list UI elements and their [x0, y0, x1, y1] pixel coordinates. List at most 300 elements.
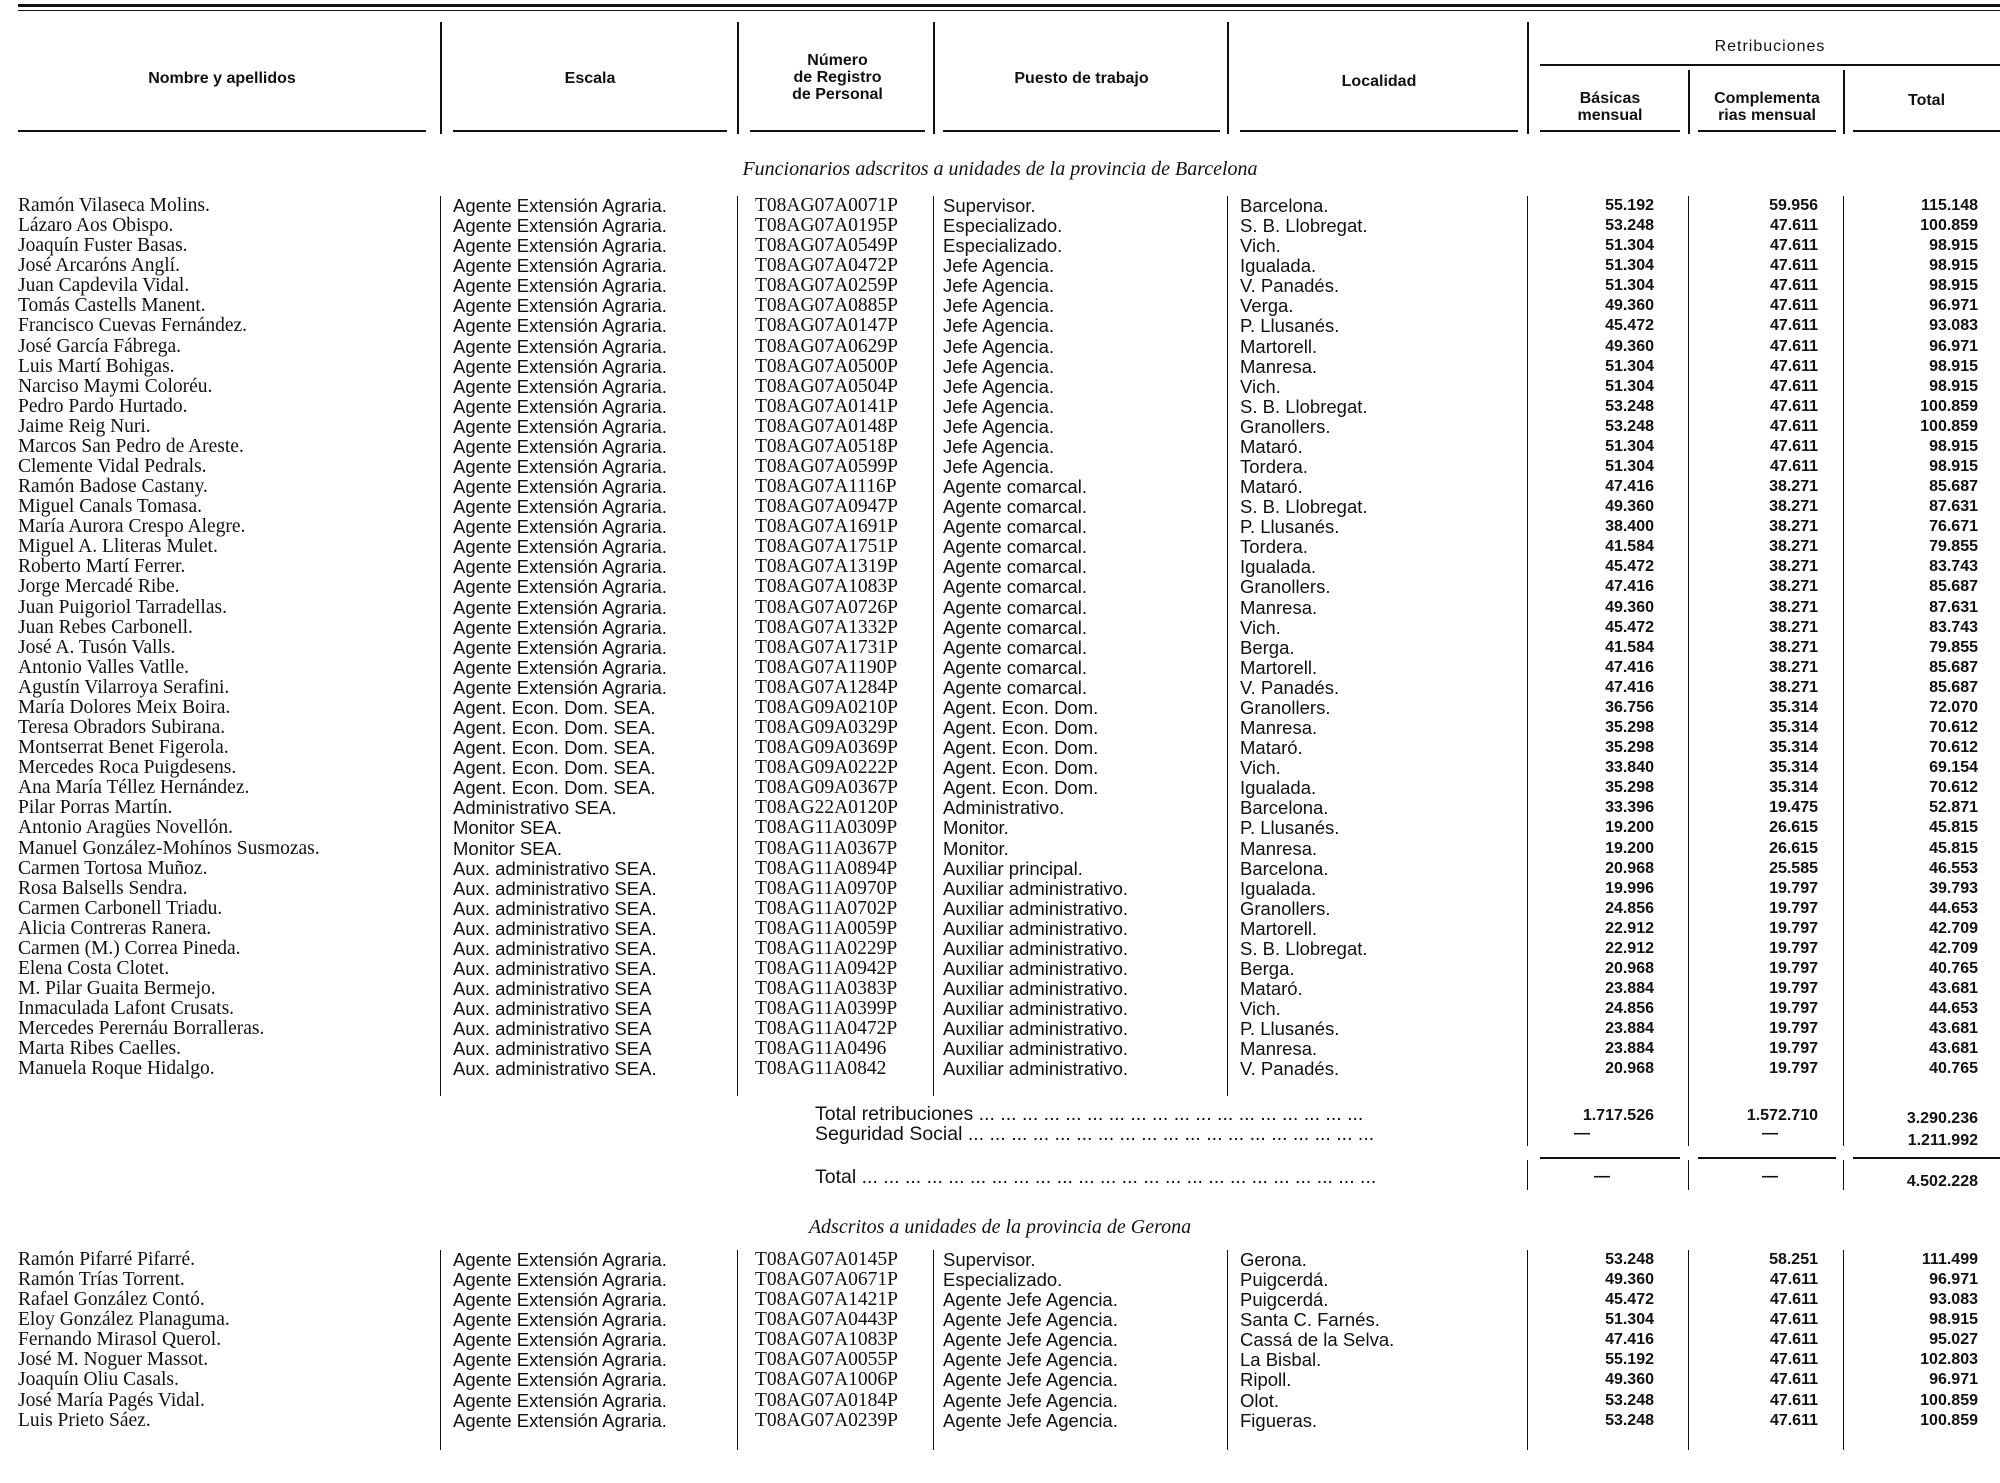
table-row [0, 899, 2000, 919]
cell-escala: Agent. Econ. Dom. SEA. [453, 717, 656, 739]
header-bottom-rule [750, 130, 925, 132]
cell-numero-registro: T08AG07A1691P [755, 516, 899, 538]
header-total: Total [1907, 92, 1946, 109]
cell-total: 72.070 [1929, 698, 1978, 716]
cell-puesto: Jefe Agencia. [943, 456, 1055, 478]
table-row [0, 1039, 2000, 1059]
cell-numero-registro: T08AG11A0702P [755, 897, 898, 919]
cell-total: 93.083 [1929, 1291, 1978, 1309]
cell-nombre: Joaquín Oliu Casals. [18, 1369, 179, 1391]
cell-complementarias: 47.611 [1769, 1311, 1818, 1329]
table-row [0, 216, 2000, 236]
cell-localidad: Barcelona. [1240, 857, 1329, 879]
cell-complementarias: 19.475 [1769, 799, 1818, 817]
cell-basicas: 20.968 [1605, 1060, 1654, 1078]
table-row [0, 497, 2000, 517]
cell-escala: Aux. administrativo SEA. [453, 937, 657, 959]
cell-nombre: Jorge Mercadé Ribe. [18, 576, 180, 598]
cell-escala: Monitor SEA. [453, 837, 562, 859]
cell-total: 98.915 [1929, 237, 1978, 255]
cell-nombre: José A. Tusón Valls. [18, 636, 176, 658]
total-retribuciones-complementarias: 1.572.710 [1746, 1107, 1818, 1124]
header-complementarias-line: Complementa [1714, 90, 1820, 107]
cell-puesto: Agente Jefe Agencia. [943, 1369, 1118, 1391]
cell-escala: Agente Extensión Agraria. [453, 616, 667, 638]
cell-complementarias: 26.615 [1769, 819, 1818, 837]
header-numero [750, 52, 925, 103]
cell-escala: Agente Extensión Agraria. [453, 335, 667, 357]
cell-complementarias: 47.611 [1769, 1391, 1818, 1409]
cell-complementarias: 19.797 [1769, 1020, 1818, 1038]
table-row [0, 678, 2000, 698]
cell-puesto: Agente Jefe Agencia. [943, 1329, 1118, 1351]
cell-total: 96.971 [1929, 1371, 1978, 1389]
cell-total: 115.148 [1921, 197, 1978, 214]
cell-escala: Aux. administrativo SEA. [453, 877, 657, 899]
cell-complementarias: 47.611 [1769, 297, 1818, 315]
cell-localidad: P. Llusanés. [1240, 516, 1340, 538]
cell-escala: Agente Extensión Agraria. [453, 676, 667, 698]
table-row [0, 577, 2000, 597]
cell-escala: Agente Extensión Agraria. [453, 195, 667, 216]
cell-complementarias: 47.611 [1769, 1331, 1818, 1349]
table-row [0, 1059, 2000, 1079]
cell-localidad: Granollers. [1240, 415, 1331, 437]
cell-basicas: 20.968 [1605, 859, 1654, 877]
cell-basicas: 24.856 [1605, 899, 1654, 917]
cell-nombre: Ana María Téllez Hernández. [18, 777, 250, 799]
cell-escala: Agente Extensión Agraria. [453, 275, 667, 297]
cell-escala: Agente Extensión Agraria. [453, 636, 667, 658]
cell-complementarias: 47.611 [1769, 217, 1818, 235]
retribuciones-underline [1540, 64, 2000, 66]
cell-basicas: 47.416 [1605, 578, 1654, 596]
cell-escala: Agente Extensión Agraria. [453, 656, 667, 678]
cell-complementarias: 38.271 [1769, 598, 1818, 616]
table-row [0, 537, 2000, 557]
cell-complementarias: 59.956 [1769, 197, 1818, 214]
table-row [0, 1370, 2000, 1390]
table-row [0, 557, 2000, 577]
cell-basicas: 41.584 [1605, 638, 1654, 656]
seguridad-social-total: 1.211.992 [1907, 1132, 1978, 1149]
cell-puesto: Agente comarcal. [943, 616, 1087, 638]
header-bottom-rule [1853, 130, 2000, 132]
cell-puesto: Agente comarcal. [943, 636, 1087, 658]
cell-escala: Aux. administrativo SEA. [453, 1058, 657, 1080]
total-basicas: — [1594, 1168, 1610, 1185]
cell-basicas: 19.200 [1605, 839, 1654, 857]
table-row [0, 377, 2000, 397]
table-row [0, 778, 2000, 798]
cell-puesto: Jefe Agencia. [943, 435, 1055, 457]
cell-total: 43.681 [1929, 980, 1978, 998]
cell-localidad: S. B. Llobregat. [1240, 937, 1368, 959]
cell-total: 42.709 [1929, 939, 1978, 957]
cell-basicas: 20.968 [1605, 959, 1654, 977]
cell-puesto: Auxiliar administrativo. [943, 957, 1129, 979]
seguridad-social-complementarias: — [1762, 1125, 1778, 1142]
cell-total: 100.859 [1920, 417, 1978, 435]
cell-localidad: V. Panadés. [1240, 676, 1340, 698]
cell-numero-registro: T08AG07A0629P [755, 335, 899, 357]
cell-puesto: Agente Jefe Agencia. [943, 1389, 1118, 1411]
table-row [0, 638, 2000, 658]
cell-complementarias: 38.271 [1769, 478, 1818, 496]
cell-basicas: 51.304 [1605, 357, 1654, 375]
cell-escala: Aux. administrativo SEA. [453, 857, 657, 879]
cell-complementarias: 47.611 [1769, 1271, 1818, 1289]
cell-numero-registro: T08AG07A0195P [755, 215, 899, 237]
cell-numero-registro: T08AG07A0141P [755, 395, 899, 417]
table-row [0, 738, 2000, 758]
cell-basicas: 33.840 [1605, 759, 1654, 777]
cell-nombre: Ramón Trías Torrent. [18, 1269, 185, 1291]
cell-localidad: Cassá de la Selva. [1240, 1329, 1395, 1351]
cell-total: 102.803 [1920, 1351, 1978, 1369]
cell-localidad: Berga. [1240, 636, 1295, 658]
table-row [0, 357, 2000, 377]
cell-numero-registro: T08AG11A0942P [755, 957, 898, 979]
cell-total: 100.859 [1920, 217, 1978, 235]
cell-total: 100.859 [1920, 1391, 1978, 1409]
cell-numero-registro: T08AG07A1751P [755, 536, 899, 558]
cell-numero-registro: T08AG07A0518P [755, 435, 899, 457]
cell-numero-registro: T08AG09A0222P [755, 757, 899, 779]
header-nombre: Nombre y apellidos [148, 70, 296, 87]
table-row [0, 839, 2000, 859]
cell-basicas: 49.360 [1605, 498, 1654, 516]
cell-numero-registro: T08AG07A0443P [755, 1309, 899, 1331]
cell-puesto: Administrativo. [943, 797, 1065, 819]
cell-localidad: Figueras. [1240, 1409, 1318, 1431]
cell-nombre: Marcos San Pedro de Areste. [18, 435, 244, 457]
cell-complementarias: 47.611 [1769, 1371, 1818, 1389]
seguridad-social-basicas: — [1574, 1125, 1590, 1142]
cell-localidad: Tordera. [1240, 456, 1308, 478]
cell-puesto: Supervisor. [943, 195, 1036, 216]
cell-localidad: Puigcerdá. [1240, 1289, 1329, 1311]
cell-nombre: María Dolores Meix Boira. [18, 696, 231, 718]
cell-basicas: 55.192 [1605, 197, 1654, 214]
cell-nombre: M. Pilar Guaita Bermejo. [18, 978, 216, 1000]
cell-escala: Agente Extensión Agraria. [453, 456, 667, 478]
cell-nombre: Juan Puigoriol Tarradellas. [18, 596, 227, 618]
cell-escala: Agente Extensión Agraria. [453, 375, 667, 397]
cell-basicas: 19.996 [1605, 879, 1654, 897]
cell-basicas: 53.248 [1605, 417, 1654, 435]
cell-basicas: 47.416 [1605, 678, 1654, 696]
cell-numero-registro: T08AG11A0229P [755, 937, 898, 959]
cell-escala: Aux. administrativo SEA [453, 1018, 652, 1040]
cell-numero-registro: T08AG11A0367P [755, 837, 898, 859]
cell-escala: Agent. Econ. Dom. SEA. [453, 757, 656, 779]
cell-basicas: 23.884 [1605, 980, 1654, 998]
cell-total: 40.765 [1929, 1060, 1978, 1078]
cell-total: 44.653 [1929, 899, 1978, 917]
table-row [0, 859, 2000, 879]
cell-complementarias: 35.314 [1769, 698, 1818, 716]
cell-puesto: Jefe Agencia. [943, 315, 1055, 337]
cell-numero-registro: T08AG11A0894P [755, 857, 898, 879]
cell-numero-registro: T08AG07A1116P [755, 476, 897, 498]
cell-complementarias: 38.271 [1769, 638, 1818, 656]
cell-total: 44.653 [1929, 1000, 1978, 1018]
cell-puesto: Monitor. [943, 837, 1009, 859]
cell-escala: Agente Extensión Agraria. [453, 576, 667, 598]
cell-numero-registro: T08AG07A0071P [755, 195, 899, 216]
cell-localidad: Mataró. [1240, 978, 1303, 1000]
cell-puesto: Auxiliar administrativo. [943, 897, 1129, 919]
cell-total: 42.709 [1929, 919, 1978, 937]
cell-escala: Agente Extensión Agraria. [453, 556, 667, 578]
top-rule-thin [18, 10, 2000, 11]
cell-basicas: 49.360 [1605, 598, 1654, 616]
table-row [0, 798, 2000, 818]
cell-numero-registro: T08AG07A1083P [755, 1329, 899, 1351]
cell-complementarias: 38.271 [1769, 498, 1818, 516]
cell-total: 69.154 [1929, 759, 1978, 777]
cell-nombre: José Arcaróns Anglí. [18, 255, 180, 277]
table-row [0, 919, 2000, 939]
cell-puesto: Agent. Econ. Dom. [943, 737, 1099, 759]
cell-basicas: 23.884 [1605, 1040, 1654, 1058]
section-title-gerona: Adscritos a unidades de la provincia de Gerona [808, 1216, 1192, 1238]
cell-complementarias: 19.797 [1769, 959, 1818, 977]
cell-numero-registro: T08AG11A0399P [755, 998, 898, 1020]
cell-total: 76.671 [1929, 518, 1978, 536]
cell-basicas: 45.472 [1605, 317, 1654, 335]
cell-basicas: 51.304 [1605, 237, 1654, 255]
cell-numero-registro: T08AG07A1083P [755, 576, 899, 598]
cell-numero-registro: T08AG07A0549P [755, 235, 899, 257]
cell-nombre: María Aurora Crespo Alegre. [18, 516, 246, 538]
cell-localidad: Manresa. [1240, 837, 1318, 859]
cell-localidad: Vich. [1240, 616, 1281, 638]
cell-localidad: V. Panadés. [1240, 1058, 1340, 1080]
cell-puesto: Agente comarcal. [943, 656, 1087, 678]
cell-total: 95.027 [1929, 1331, 1978, 1349]
cell-total: 79.855 [1929, 538, 1978, 556]
header-bottom-rule [1540, 130, 1680, 132]
cell-basicas: 23.884 [1605, 1020, 1654, 1038]
cell-total: 39.793 [1929, 879, 1978, 897]
top-rule [18, 4, 2000, 7]
cell-numero-registro: T08AG07A0147P [755, 315, 899, 337]
cell-numero-registro: T08AG07A1006P [755, 1369, 899, 1391]
cell-total: 98.915 [1929, 257, 1978, 275]
cell-nombre: Luis Prieto Sáez. [18, 1409, 151, 1431]
table-row [0, 316, 2000, 336]
cell-total: 96.971 [1929, 337, 1978, 355]
cell-total: 83.743 [1929, 618, 1978, 636]
cell-localidad: Igualada. [1240, 777, 1317, 799]
cell-numero-registro: T08AG09A0369P [755, 737, 899, 759]
cell-escala: Agente Extensión Agraria. [453, 355, 667, 377]
cell-total: 98.915 [1929, 458, 1978, 476]
cell-puesto: Especializado. [943, 215, 1063, 237]
cell-nombre: Juan Rebes Carbonell. [18, 616, 193, 638]
cell-localidad: Martorell. [1240, 656, 1318, 678]
cell-complementarias: 35.314 [1769, 759, 1818, 777]
cell-puesto: Agente comarcal. [943, 476, 1087, 498]
cell-localidad: P. Llusanés. [1240, 1018, 1340, 1040]
cell-nombre: Miguel Canals Tomasa. [18, 496, 203, 518]
cell-numero-registro: T08AG07A0472P [755, 255, 899, 277]
cell-nombre: Juan Capdevila Vidal. [18, 275, 190, 297]
table-row [0, 337, 2000, 357]
cell-puesto: Jefe Agencia. [943, 255, 1055, 277]
gerona-table [0, 1250, 2000, 1431]
cell-localidad: Granollers. [1240, 696, 1331, 718]
cell-complementarias: 19.797 [1769, 1060, 1818, 1078]
cell-puesto: Jefe Agencia. [943, 275, 1055, 297]
cell-escala: Aux. administrativo SEA. [453, 917, 657, 939]
cell-localidad: Gerona. [1240, 1249, 1307, 1270]
cell-complementarias: 38.271 [1769, 578, 1818, 596]
cell-total: 111.499 [1921, 1251, 1978, 1268]
header-divider [440, 22, 442, 134]
cell-escala: Aux. administrativo SEA [453, 978, 652, 1000]
section-title-barcelona: Funcionarios adscritos a unidades de la provincia de Barcelona [742, 158, 1258, 180]
table-row [0, 397, 2000, 417]
table-row [0, 1290, 2000, 1310]
cell-localidad: Barcelona. [1240, 797, 1329, 819]
cell-puesto: Agente comarcal. [943, 536, 1087, 558]
cell-localidad: Ripoll. [1240, 1369, 1292, 1391]
cell-escala: Agente Extensión Agraria. [453, 235, 667, 257]
cell-puesto: Agente Jefe Agencia. [943, 1349, 1118, 1371]
cell-complementarias: 47.611 [1769, 277, 1818, 295]
total-label: Total ... ... ... ... ... ... ... ... ... ... ... ... ... ... ... ... ... ... ... ... ... ... ... ... [815, 1166, 1377, 1188]
table-row [0, 939, 2000, 959]
cell-nombre: Miguel A. Lliteras Mulet. [18, 536, 218, 558]
cell-basicas: 19.200 [1605, 819, 1654, 837]
table-row [0, 236, 2000, 256]
totals-rule [1853, 1157, 2000, 1159]
cell-nombre: Agustín Vilarroya Serafini. [18, 676, 230, 698]
table-row [0, 818, 2000, 838]
table-row [0, 1391, 2000, 1411]
cell-numero-registro: T08AG07A0259P [755, 275, 899, 297]
cell-nombre: José María Pagés Vidal. [18, 1389, 205, 1411]
cell-puesto: Agente comarcal. [943, 556, 1087, 578]
cell-nombre: José García Fábrega. [18, 335, 181, 357]
cell-nombre: Narciso Maymi Coloréu. [18, 375, 213, 397]
cell-numero-registro: T08AG07A0671P [755, 1269, 899, 1291]
cell-localidad: S. B. Llobregat. [1240, 215, 1368, 237]
cell-escala: Monitor SEA. [453, 817, 562, 839]
header-divider [1843, 70, 1845, 134]
cell-escala: Agent. Econ. Dom. SEA. [453, 777, 656, 799]
cell-complementarias: 58.251 [1769, 1251, 1818, 1268]
cell-complementarias: 19.797 [1769, 1000, 1818, 1018]
header-divider [1227, 22, 1229, 134]
cell-nombre: Marta Ribes Caelles. [18, 1038, 181, 1060]
cell-escala: Agente Extensión Agraria. [453, 536, 667, 558]
cell-total: 87.631 [1929, 498, 1978, 516]
cell-complementarias: 38.271 [1769, 518, 1818, 536]
cell-basicas: 36.756 [1605, 698, 1654, 716]
cell-escala: Agente Extensión Agraria. [453, 496, 667, 518]
cell-puesto: Agente comarcal. [943, 496, 1087, 518]
cell-escala: Agente Extensión Agraria. [453, 1329, 667, 1351]
cell-puesto: Auxiliar principal. [943, 857, 1083, 879]
header-localidad: Localidad [1341, 73, 1417, 90]
total-complementarias: — [1762, 1168, 1778, 1185]
cell-localidad: Manresa. [1240, 596, 1318, 618]
cell-total: 98.915 [1929, 437, 1978, 455]
cell-nombre: Teresa Obradors Subirana. [18, 717, 226, 739]
header-basicas-line: Básicas [1579, 90, 1641, 107]
cell-numero-registro: T08AG07A0885P [755, 295, 899, 317]
header-puesto: Puesto de trabajo [1014, 70, 1149, 87]
table-row [0, 517, 2000, 537]
cell-basicas: 22.912 [1605, 919, 1654, 937]
table-row [0, 1019, 2000, 1039]
cell-puesto: Especializado. [943, 235, 1063, 257]
table-row [0, 296, 2000, 316]
cell-puesto: Auxiliar administrativo. [943, 877, 1129, 899]
cell-total: 93.083 [1929, 317, 1978, 335]
cell-nombre: Elena Costa Clotet. [18, 957, 170, 979]
cell-escala: Agente Extensión Agraria. [453, 415, 667, 437]
cell-numero-registro: T08AG07A1319P [755, 556, 899, 578]
cell-complementarias: 47.611 [1769, 377, 1818, 395]
table-row [0, 1330, 2000, 1350]
cell-total: 85.687 [1929, 478, 1978, 496]
cell-puesto: Agente Jefe Agencia. [943, 1409, 1118, 1431]
cell-puesto: Jefe Agencia. [943, 355, 1055, 377]
cell-total: 87.631 [1929, 598, 1978, 616]
cell-basicas: 49.360 [1605, 1371, 1654, 1389]
cell-puesto: Jefe Agencia. [943, 375, 1055, 397]
cell-complementarias: 47.611 [1769, 257, 1818, 275]
cell-total: 96.971 [1929, 297, 1978, 315]
cell-escala: Agent. Econ. Dom. SEA. [453, 737, 656, 759]
cell-numero-registro: T08AG22A0120P [755, 797, 899, 819]
table-row [0, 999, 2000, 1019]
cell-localidad: Manresa. [1240, 1038, 1318, 1060]
cell-localidad: Vich. [1240, 375, 1281, 397]
table-row [0, 1270, 2000, 1290]
cell-localidad: Berga. [1240, 957, 1295, 979]
cell-numero-registro: T08AG07A1284P [755, 676, 899, 698]
total-retribuciones-total: 3.290.236 [1906, 1110, 1978, 1127]
cell-localidad: Tordera. [1240, 536, 1308, 558]
cell-total: 70.612 [1929, 779, 1978, 797]
cell-numero-registro: T08AG07A0726P [755, 596, 899, 618]
barcelona-table [0, 196, 2000, 1079]
cell-complementarias: 35.314 [1769, 739, 1818, 757]
cell-nombre: Manuel González-Mohínos Susmozas. [18, 837, 320, 859]
cell-basicas: 45.472 [1605, 558, 1654, 576]
cell-total: 85.687 [1929, 578, 1978, 596]
cell-total: 45.815 [1929, 839, 1978, 857]
cell-puesto: Jefe Agencia. [943, 395, 1055, 417]
cell-escala: Agente Extensión Agraria. [453, 435, 667, 457]
cell-total: 98.915 [1929, 277, 1978, 295]
cell-localidad: Vich. [1240, 235, 1281, 257]
cell-total: 98.915 [1929, 1311, 1978, 1329]
table-row [0, 658, 2000, 678]
cell-numero-registro: T08AG11A0309P [755, 817, 898, 839]
cell-numero-registro: T08AG07A1731P [755, 636, 899, 658]
cell-escala: Agent. Econ. Dom. SEA. [453, 696, 656, 718]
cell-nombre: Luis Martí Bohigas. [18, 355, 175, 377]
cell-nombre: Pedro Pardo Hurtado. [18, 395, 188, 417]
cell-complementarias: 47.611 [1769, 317, 1818, 335]
